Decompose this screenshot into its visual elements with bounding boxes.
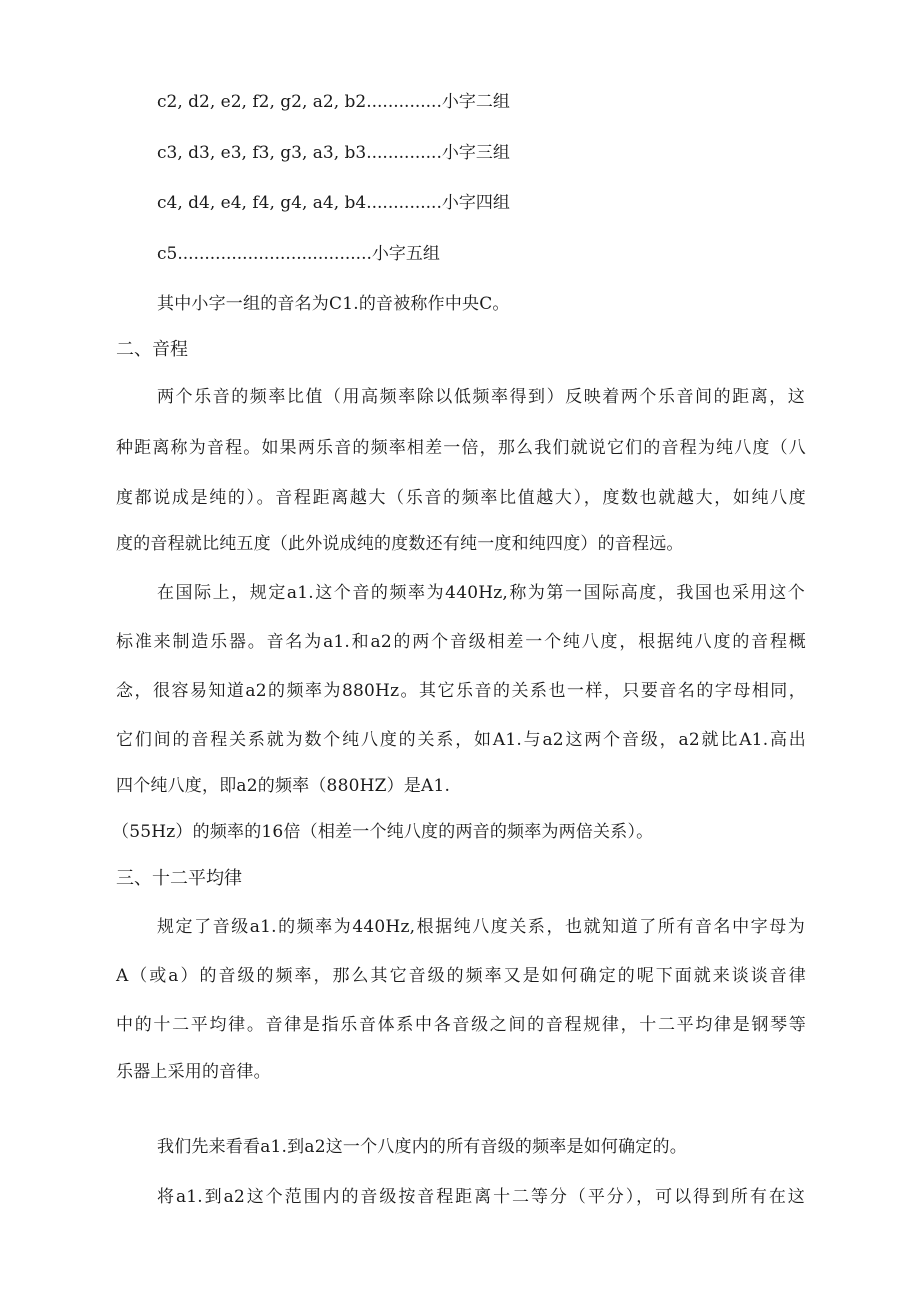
paragraph-line: 规定了音级a1.的频率为440Hz,根据纯八度关系，也就知道了所有音名中字母为 xyxy=(157,917,805,937)
paragraph-line: A（或a）的音级的频率，那么其它音级的频率又是如何确定的呢下面就来谈谈音律 xyxy=(116,966,806,986)
paragraph-line: 念，很容易知道a2的频率为880Hz。其它乐音的关系也一样，只要音名的字母相同， xyxy=(116,681,806,701)
paragraph-line: 中的十二平均律。音律是指乐音体系中各音级之间的音程规律，十二平均律是钢琴等 xyxy=(116,1015,806,1035)
paragraph-line: （55Hz）的频率的16倍（相差一个纯八度的两音的频率为两倍关系）。 xyxy=(112,822,654,842)
note-group-row-2: c2, d2, e2, f2, g2, a2, b2..............小字二组 xyxy=(157,92,510,112)
paragraph-line: 我们先来看看a1.到a2这一个八度内的所有音级的频率是如何确定的。 xyxy=(157,1137,687,1157)
section-heading-twelve-tone: 三、十二平均律 xyxy=(116,868,242,889)
note-group-row-3: c3, d3, e3, f3, g3, a3, b3..............小字三组 xyxy=(157,143,510,163)
central-c-note: 其中小字一组的音名为C1.的音被称作中央C。 xyxy=(157,294,510,314)
paragraph-line: 度的音程就比纯五度（此外说成纯的度数还有纯一度和纯四度）的音程远。 xyxy=(116,534,684,554)
note-group-row-5: c5....................................小字五组 xyxy=(157,244,440,264)
paragraph-line: 两个乐音的频率比值（用高频率除以低频率得到）反映着两个乐音间的距离，这 xyxy=(157,387,805,407)
paragraph-line: 种距离称为音程。如果两乐音的频率相差一倍，那么我们就说它们的音程为纯八度（八 xyxy=(116,438,806,458)
paragraph-line: 在国际上，规定a1.这个音的频率为440Hz,称为第一国际高度，我国也采用这个 xyxy=(157,583,805,603)
note-group-row-4: c4, d4, e4, f4, g4, a4, b4..............小字四组 xyxy=(157,193,510,213)
paragraph-line: 乐器上采用的音律。 xyxy=(116,1062,271,1082)
paragraph-line: 四个纯八度，即a2的频率（880HZ）是A1. xyxy=(116,776,451,796)
paragraph-line: 度都说成是纯的）。音程距离越大（乐音的频率比值越大），度数也就越大，如纯八度 xyxy=(116,488,806,508)
paragraph-line: 将a1.到a2这个范围内的音级按音程距离十二等分（平分），可以得到所有在这 xyxy=(157,1187,805,1207)
paragraph-line: 它们间的音程关系就为数个纯八度的关系，如A1.与a2这两个音级，a2就比A1.高出 xyxy=(116,730,806,750)
paragraph-line: 标准来制造乐器。音名为a1.和a2的两个音级相差一个纯八度，根据纯八度的音程概 xyxy=(116,632,806,652)
section-heading-interval: 二、音程 xyxy=(116,339,188,360)
